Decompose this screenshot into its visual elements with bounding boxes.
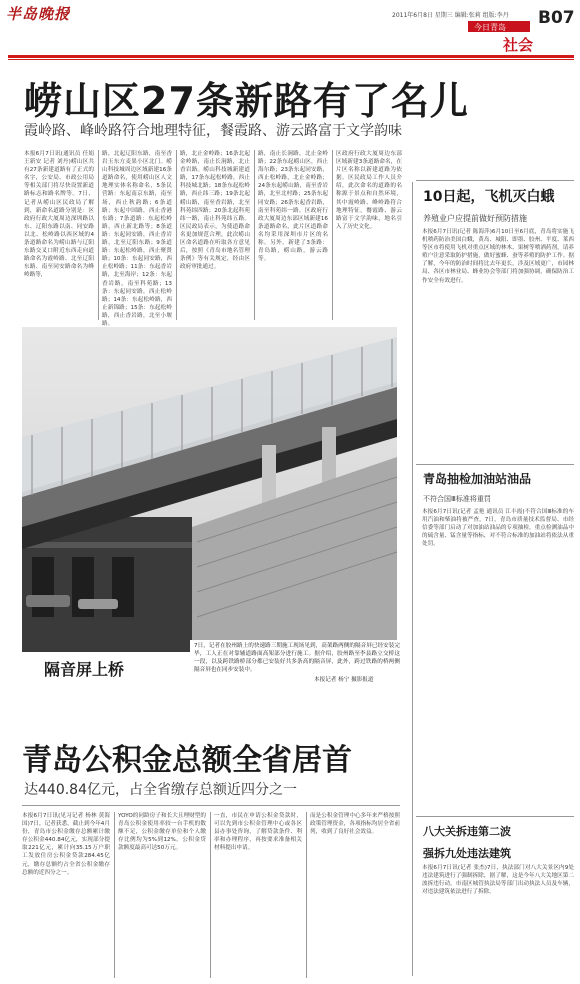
column-divider	[98, 150, 99, 320]
right-story3-title: 八大关拆违第二波	[423, 825, 511, 838]
page-number: B07	[538, 8, 575, 28]
column-divider	[114, 812, 115, 978]
photo-title: 隔音屏上桥	[44, 660, 125, 679]
story1-subhead: 霞岭路、峰岭路符合地理特征，餐霞路、游云路富于文学韵味	[24, 123, 402, 139]
right-story2-subhead: 不符合国Ⅲ标准将重罚	[423, 495, 491, 503]
top-rule-thin	[8, 59, 574, 60]
right-story1-body: 本报6月7日讯(记者 陈海萍)6月10日至6月底，青岛将实施飞机喷药防治美国白蛾，黄岛、城阳、即墨、胶州、平度、莱西等区市将使用飞机对重点区域的林木、果树等喷洒药剂，请养殖户注意采取防护措施，做好蜜蜂、蚕等养殖的防护工作。据了解，今年的防治时间将比去年更长，涉及区域更广，市园林局、各区市林业局、蜂业协会等部门将加强协调，确保防治工作安全有效进行。	[422, 229, 574, 284]
photo-credit: 本报记者 杨宁 摄影报道	[314, 677, 374, 683]
story2-col4: 而是公积金管理中心多年来严格按照政策管理资金，各项指标均居全省前列，收到了良好社会效益。	[310, 813, 400, 836]
story1-col2: 路，北起辽阳东路，南至香岩玉东方麦果小区北门。崂山科技城周边区域新建16条道路命名，使用崂山区人文地理实体名称命名，5条民营路：东起南京东路，南至场，西止秋韵路；6条道路；东起中国路，西止香港东路；7条道路：东起松岭路，西止新北路等；8条道路：东起同安路，西止香岩路，北至辽阳东路；9条道路：东起松岭路，西止聚贤路；10条：东起同安路，西止松岭路；11条：东起香岩路，北至海岸；12条：东起香岩路，南至科苑路；13条：东起同安路，西止松岭路；14条：东起松岭路，西止新锦路；15条：东起松岭路，西止香岩路，北至小堰路。	[102, 151, 172, 327]
story2-headline: 青岛公积金总额全省居首	[22, 743, 352, 778]
right-rule	[416, 816, 574, 817]
news-photo	[22, 327, 397, 652]
column-divider	[332, 150, 333, 320]
logo-mark-icon	[62, 7, 70, 15]
right-story1-subhead: 养殖业户应提前做好预防措施	[423, 214, 527, 223]
story2-col1: 本报6月7日讯(见习记者 杨林 黄海国)7日，记者获悉，截止到今年4月份，青岛市公积金缴存总额累计缴存公积金440.84亿元，实现部分提取221亿元，累计向35.15万户职工发放住房公积金贷款284.45亿元，缴存总额约占全省公积金缴存总额的近四分之一。	[22, 813, 110, 876]
right-story1-title: 10日起，飞机灭白蛾	[423, 189, 555, 205]
dateline: 2011年6月8日 星期三 编辑:张莉 组版:李丹	[392, 12, 509, 19]
right-rule	[416, 464, 574, 465]
right-column-divider	[412, 182, 413, 976]
story2-rule	[22, 805, 400, 806]
right-story3-subhead: 强拆九处违法建筑	[423, 847, 511, 860]
story1-col4: 路，南止长涧路，北止金岭路；22条东起崂山区，西止海尔路；23条东起同安路，西止松岭路，北止金岭路；24条东起崂山路，南至香岩路，北至北村路；25条东起同安路；26条东起香岩路，南至科苑纬一路。区政府行政大厦周边东部区域新建16条道路命名，此片区道路命名均采用深圳市片区的名称。另外，新建了3条路：青岛路，崂山路，游云路等。	[258, 151, 328, 263]
story2-subhead: 达440.84亿元，占全省缴存总额近四分之一	[24, 782, 297, 798]
right-story3-body: 本报6月7日讯(记者 张杰)7日，执法部门对八大关景区内9处违法建筑进行了强制拆除，据了解，这是今年八大关地区第二波拆违行动，市南区城管执法局等部门出动执法人员及车辆，对违法建筑依法进行了拆除。	[422, 865, 574, 896]
story2-col3: 一直，市民在申请公积金贷款时，可以先到市公积金管理中心或各区县办事处咨询，了解贷款条件、利率和办理程序，再按要求准备相关材料提出申请。	[214, 813, 302, 852]
story1-col5: 区政府行政大厦周边东部区域新建3条道路命名，在片区名称以新建道路为依据。区民政局工作人员介绍，此次命名的道路的名称源于景点和自然环境，其中霞岭路、峰岭路符合地理特征，餐霞路、游云路富于文学韵味，地名引入了历史文化。	[336, 151, 402, 230]
story2-col2: YOYO的同龄房子和长大且理财型的青岛公积金使用率较一台手机的数额不足，公积金缴存单位和个人缴存比例均为5%到12%。公积金贷款额度最高可达50万元。	[118, 813, 206, 852]
story1-col3: 路，北止金岭路；16条北起金岭路，南止长涧路，北止香岩路。崂山科技城新建道路，17条东起松岭路，西止科技城北路；18条东起松岭路，西止纬三路；19条北起崂山路，南至香岩路，北至科苑纬四路；20条北起科苑纬一路，南止科苑纬五路。区民政局表示，为使道路命名更加规范合理，此次崂山区命名道路在听取各方意见后，按照《青岛市地名管理条例》等有关规定，经由区政府审批通过。	[180, 151, 250, 271]
photo-caption: 7日，记者在胶州路上的快速路三期施工现场见到，高架路两侧的隔音屏已经安装完毕，工人正在对靠辅道路面高架部分进行施工。据介绍，胶州路至李县路立交桥这一段，以及跨铁路桥部分都已安装好共多条高的隔音屏，此外，跨过铁路的桥两侧隔音屏也在同步安装中。	[194, 643, 400, 673]
column-divider	[254, 150, 255, 320]
section-tag: 今日青岛	[474, 23, 506, 32]
right-rule	[416, 180, 574, 181]
top-rule	[8, 55, 574, 58]
story1-col1: 本报6月7日讯(通讯员 任娟 王新安 记者 刘丹)崂山区共有27条新建道路有了正式的名字，公安局、市政公用局等相关部门将尽快设置新道路标志和路名牌等。7日，记者从崂山区民政局了解到，新命名道路分别是：区政府行政大厦周边深圳路以东、辽阳东路以南、同安路以北、松岭路以西区域的4条道路命名为崂山路与辽阳东路交叉口附近东西走向道路命名为霞岭路、北至辽阳东路、南至同安路命名为峰岭路等，	[24, 151, 94, 279]
right-story2-title: 青岛抽检加油站油品	[423, 472, 532, 486]
column-divider	[176, 150, 177, 320]
section-name: 社会	[503, 36, 534, 54]
column-divider	[306, 812, 307, 978]
story1-headline: 崂山区27条新路有了名儿	[24, 79, 469, 123]
right-story2-body: 本报6月7日讯(记者 孟艳 通讯员 江丰霞)不符合国Ⅲ标准的车用汽油和柴油将被严查，7日，青岛市质量技术监督局、市经信委等部门启动了对加油站油品的专项抽检，重点检测油品中的硫含量、锰含量等指标，对不符合标准的加油站将依法从重处罚。	[422, 509, 574, 548]
newspaper-logo: 半岛晚报	[6, 5, 71, 23]
column-divider	[210, 812, 211, 978]
